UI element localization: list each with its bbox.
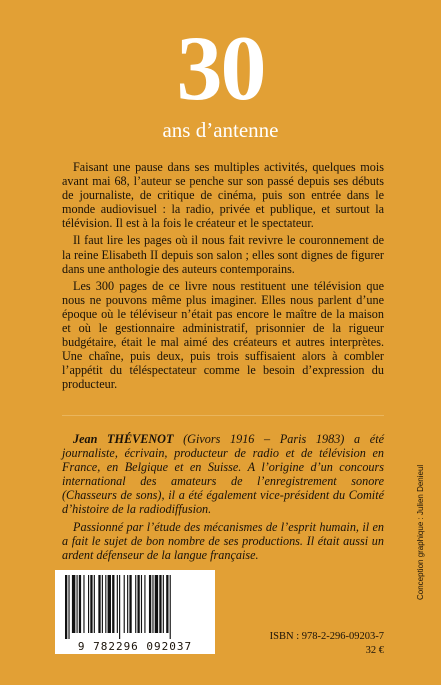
design-credit: Conception graphique : Julien Denieul: [416, 464, 425, 600]
section-divider: [62, 415, 384, 416]
barcode-bar: [88, 575, 89, 633]
bio-paragraph: [62, 432, 384, 517]
barcode-bar: [170, 575, 171, 639]
isbn-label: ISBN : 978-2-296-09203-7: [269, 631, 384, 642]
bio-paragraph: Passionné par l’étude des mécanismes de l’esprit humain, il en a fait le sujet de bon nombre de ses productions. Il était aussi un ardent défenseur de la langue française.: [62, 519, 384, 562]
barcode-bar: [117, 575, 118, 633]
barcode-bar: [166, 575, 168, 633]
barcode-bar: [108, 575, 111, 633]
barcode-bar: [149, 575, 151, 633]
barcode-bar: [127, 575, 128, 633]
book-title: 30: [176, 17, 265, 119]
barcode-bar: [159, 575, 161, 633]
barcode-bar: [112, 575, 114, 633]
barcode-bars: [55, 570, 215, 640]
author-bio: [62, 432, 384, 565]
barcode-bar: [90, 575, 92, 633]
barcode-number: 9 782296 092037: [77, 640, 193, 653]
blurb: [62, 160, 384, 395]
barcode-bar: [83, 575, 84, 633]
bio-text: (Givors 1916 – Paris 1983) a été journaliste, écrivain, producteur de radio et de télévision en France, en Belgique et en Suisse. A l’origine d’un concours international des amateurs de l’enregistrement sonore (Chasseurs de sons), il a été également vice-président du Comité d’histoire de la radiodiffusion.: [62, 432, 384, 517]
book-subtitle: ans d’antenne: [162, 118, 279, 142]
barcode: [55, 570, 215, 654]
barcode-bar: [152, 575, 153, 633]
blurb-paragraph: Faisant une pause dans ses multiples activités, quelques mois avant mai 68, l’auteur se penche sur son passé depuis ses débuts de journaliste, de critique de cinéma, puis son entrée dans le monde audiovisuel : la radio, privée et publique, et surtout la télévision. Il est à la fois le créateur et le spectateur.: [62, 160, 384, 231]
barcode-bar: [72, 575, 75, 633]
barcode-bar: [102, 575, 103, 633]
barcode-bar: [79, 575, 81, 633]
barcode-bar: [119, 575, 120, 639]
blurb-paragraph: Il faut lire les pages où il nous fait revivre le couronnement de la reine Elisabeth II depuis son salon ; elles sont dignes de figurer dans une anthologie des auteurs contemporains.: [62, 233, 384, 276]
barcode-bar: [129, 575, 131, 633]
barcode-bar: [94, 575, 95, 633]
barcode-bar: [124, 575, 125, 633]
price-label: 32 €: [365, 645, 384, 656]
barcode-bar: [135, 575, 136, 633]
barcode-bar: [141, 575, 142, 633]
author-name: Jean THÉVENOT: [73, 432, 174, 446]
barcode-bar: [65, 575, 67, 639]
barcode-bar: [68, 575, 69, 639]
barcode-bar: [163, 575, 164, 633]
barcode-bar: [144, 575, 145, 633]
barcode-bar: [77, 575, 78, 633]
barcode-bar: [98, 575, 100, 633]
barcode-bar: [137, 575, 139, 633]
blurb-paragraph: Les 300 pages de ce livre nous restituent une télévision que nous ne pouvons même plus imaginer. Elles nous parlent d’une époque où le téléviseur n’était pas encore le maître de la maison et où le gestionnaire administratif, prisonnier de la rigueur budgétaire, était le mal aimé des créateurs et autres interprètes. Une chaîne, puis deux, puis trois suffisaient alors à combler l’appétit du téléspectateur comme le besoin d’expression du producteur.: [62, 278, 384, 392]
barcode-bar: [155, 575, 158, 633]
barcode-bar: [105, 575, 106, 633]
